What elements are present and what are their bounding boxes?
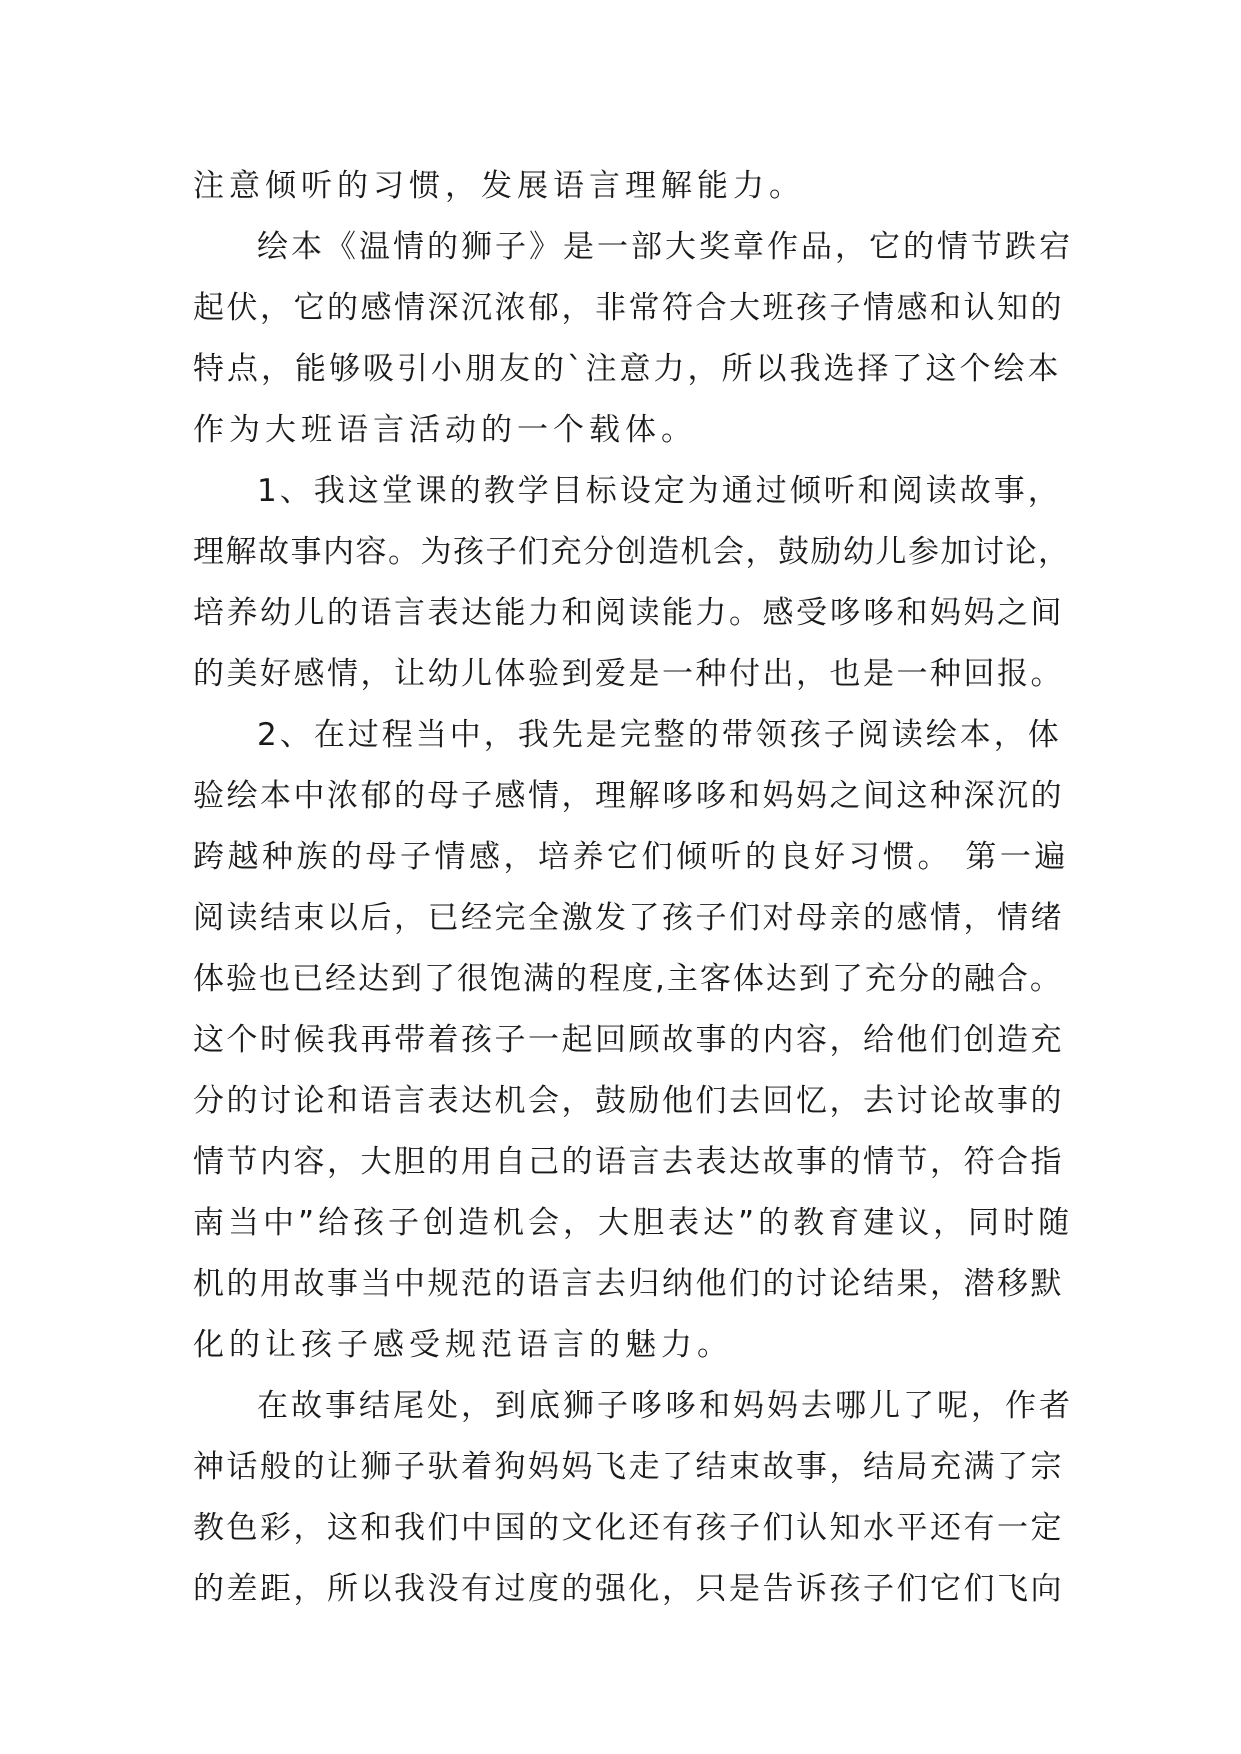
text-line: 注意倾听的习惯，发展语言理解能力。 [193,168,805,204]
text-line: 特点，能够吸引小朋友的`注意力，所以我选择了这个绘本 [193,351,1062,387]
text-line: 神话般的让狮子驮着狗妈妈飞走了结束故事，结局充满了宗 [193,1449,1064,1485]
text-line: 教色彩，这和我们中国的文化还有孩子们认知水平还有一定 [193,1510,1064,1546]
document-body [193,156,1073,1620]
text-line: 2、在过程当中，我先是完整的带领孩子阅读绘本，体 [257,717,1062,753]
text-line: 体验也已经达到了很饱满的程度,主客体达到了充分的融合。 [193,961,1063,997]
text-line: 南当中”给孩子创造机会，大胆表达”的教育建议，同时随 [193,1205,1074,1241]
text-line: 绘本《温情的狮子》是一部大奖章作品，它的情节跌宕 [257,229,1073,265]
text-line: 的差距，所以我没有过度的强化，只是告诉孩子们它们飞向 [193,1571,1064,1607]
text-line: 阅读结束以后，已经完全激发了孩子们对母亲的感情，情绪 [193,900,1064,936]
text-line: 作为大班语言活动的一个载体。 [193,412,697,448]
text-line: 化的让孩子感受规范语言的魅力。 [193,1327,733,1363]
text-line: 这个时候我再带着孩子一起回顾故事的内容，给他们创造充 [193,1022,1064,1058]
text-line: 跨越种族的母子情感，培养它们倾听的良好习惯。 第一遍 [193,839,1069,875]
text-line: 分的讨论和语言表达机会，鼓励他们去回忆，去讨论故事的 [193,1083,1064,1119]
text-line: 1、我这堂课的教学目标设定为通过倾听和阅读故事， [257,473,1062,509]
text-line: 情节内容，大胆的用自己的语言去表达故事的情节，符合指 [193,1144,1064,1180]
text-line: 的美好感情，让幼儿体验到爱是一种付出，也是一种回报。 [193,656,1064,692]
text-line: 机的用故事当中规范的语言去归纳他们的讨论结果，潜移默 [193,1266,1064,1302]
text-line: 理解故事内容。为孩子们充分创造机会，鼓励幼儿参加讨论， [193,534,1071,570]
text-line: 起伏，它的感情深沉浓郁，非常符合大班孩子情感和认知的 [193,290,1064,326]
text-line: 验绘本中浓郁的母子感情，理解哆哆和妈妈之间这种深沉的 [193,778,1064,814]
text-line: 培养幼儿的语言表达能力和阅读能力。感受哆哆和妈妈之间 [193,595,1064,631]
text-line: 在故事结尾处，到底狮子哆哆和妈妈去哪儿了呢，作者 [257,1388,1073,1424]
